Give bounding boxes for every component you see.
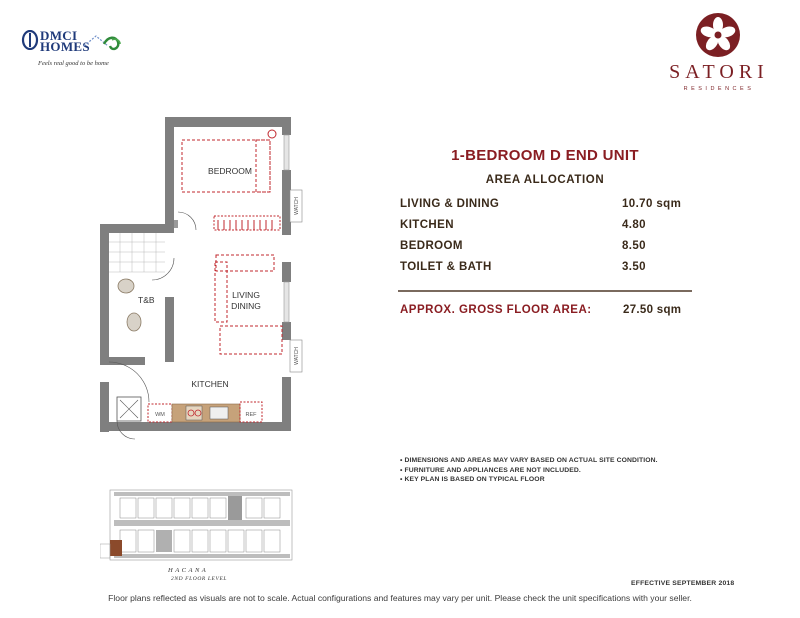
note-item: • FURNITURE AND APPLIANCES ARE NOT INCLUDED. bbox=[400, 466, 581, 474]
unit-title: 1-BEDROOM D END UNIT bbox=[451, 147, 639, 164]
bedroom-label: BEDROOM bbox=[208, 166, 252, 176]
toilet-icon bbox=[127, 313, 141, 331]
satori-wordmark: SATORI bbox=[669, 61, 769, 83]
section-divider bbox=[398, 290, 692, 292]
kitchen-counter bbox=[172, 404, 240, 422]
dmci-house-icon bbox=[82, 32, 124, 54]
area-row bbox=[400, 219, 690, 240]
key-plan-level: 2ND FLOOR LEVEL bbox=[171, 576, 228, 582]
effective-date: EFFECTIVE SEPTEMBER 2018 bbox=[631, 580, 735, 587]
area-value: 4.80 bbox=[622, 219, 646, 231]
area-label: LIVING & DINING bbox=[400, 198, 500, 210]
area-row bbox=[400, 261, 690, 282]
key-plan-core bbox=[228, 496, 242, 520]
area-row bbox=[400, 198, 690, 219]
dmci-homes-logo bbox=[20, 28, 130, 72]
area-row bbox=[400, 240, 690, 261]
area-allocation-title: AREA ALLOCATION bbox=[485, 174, 605, 186]
gross-area-label: APPROX. GROSS FLOOR AREA: bbox=[400, 304, 592, 316]
dmci-line1: DMCI bbox=[40, 28, 78, 43]
dmci-tagline: Feels real good to be home bbox=[38, 60, 109, 67]
area-allocation-table bbox=[400, 198, 690, 282]
area-value: 8.50 bbox=[622, 240, 646, 252]
gross-area-value: 27.50 sqm bbox=[623, 304, 682, 316]
wm-label: WM bbox=[155, 412, 165, 418]
dmci-line2: HOMES bbox=[40, 39, 90, 54]
tb-label: T&B bbox=[138, 295, 155, 305]
area-label: BEDROOM bbox=[400, 240, 463, 252]
sink-icon bbox=[118, 279, 134, 293]
watch-label-2: WATCH bbox=[294, 347, 300, 365]
key-plan-name: HACANA bbox=[168, 567, 209, 574]
satori-flower-icon bbox=[695, 12, 741, 58]
area-label: KITCHEN bbox=[400, 219, 454, 231]
note-item: • KEY PLAN IS BASED ON TYPICAL FLOOR bbox=[400, 476, 545, 483]
ref-label: REF bbox=[245, 412, 257, 418]
area-label: TOILET & BATH bbox=[400, 261, 492, 273]
notes-list bbox=[400, 456, 720, 485]
satori-subtitle: RESIDENCES bbox=[683, 86, 755, 92]
dmci-emblem-icon bbox=[20, 30, 40, 50]
kitchen-label: KITCHEN bbox=[191, 379, 229, 389]
kitchen-sink-icon bbox=[210, 407, 228, 419]
living-label: LIVING bbox=[232, 290, 260, 300]
unit-highlight bbox=[110, 540, 122, 556]
area-value: 3.50 bbox=[622, 261, 646, 273]
note-item: • DIMENSIONS AND AREAS MAY VARY BASED ON ACTUAL SITE CONDITION. bbox=[400, 457, 658, 464]
unit-floor-plan bbox=[90, 112, 305, 447]
dining-label: DINING bbox=[231, 301, 261, 311]
watch-label-1: WATCH bbox=[294, 197, 300, 215]
disclaimer-text: Floor plans reflected as visuals are not to scale. Actual configurations and features may vary per unit. Please check the unit specifications with your seller. bbox=[108, 593, 692, 603]
area-value: 10.70 sqm bbox=[622, 198, 682, 210]
